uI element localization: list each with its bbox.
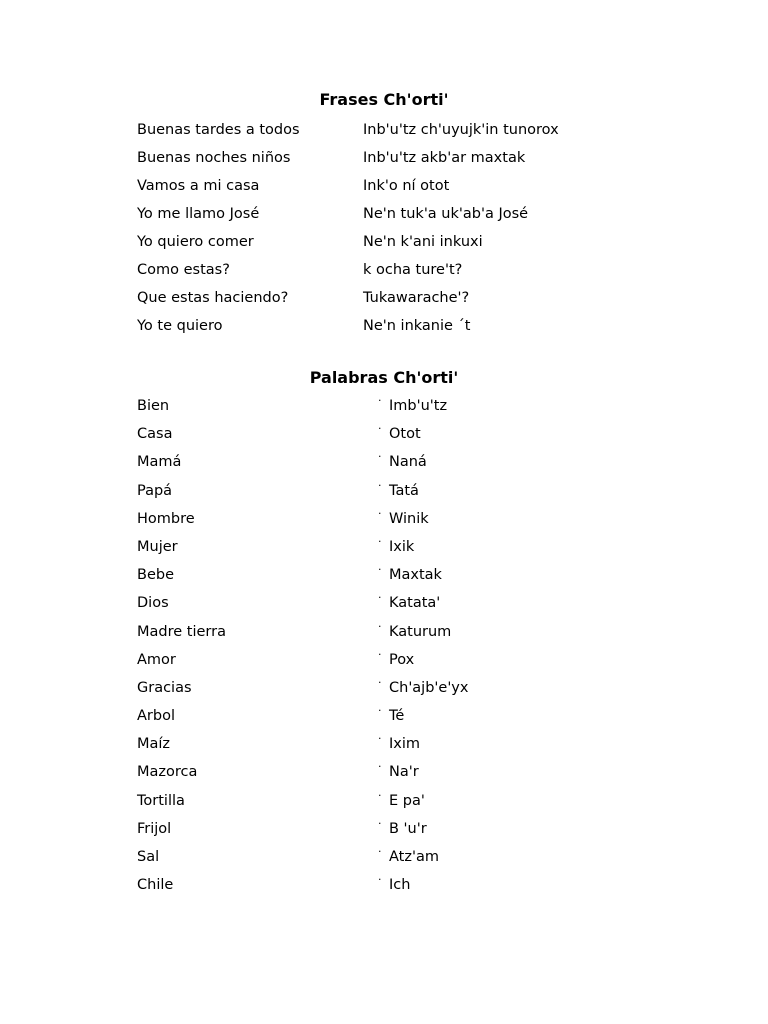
word-spanish: Gracias <box>137 679 192 696</box>
bullet-icon: · <box>378 816 382 830</box>
phrase-spanish: Buenas tardes a todos <box>137 122 300 138</box>
phrase-spanish: Yo me llamo José <box>137 206 260 222</box>
word-chorti: Otot <box>389 426 421 443</box>
word-row <box>137 395 637 423</box>
word-spanish: Dios <box>137 595 169 612</box>
word-chorti: E pa' <box>389 792 425 809</box>
phrase-spanish: Vamos a mi casa <box>137 178 260 194</box>
word-row <box>137 874 637 902</box>
bullet-icon: · <box>378 591 382 605</box>
phrase-chorti: Ne'n inkanie ´t <box>363 318 471 334</box>
word-row <box>137 733 637 761</box>
phrase-row <box>137 203 637 225</box>
phrase-chorti: Inb'u'tz akb'ar maxtak <box>363 150 526 166</box>
bullet-icon: · <box>378 845 382 858</box>
word-chorti: Maxtak <box>389 567 442 584</box>
word-row <box>137 790 637 818</box>
phrase-row <box>137 259 637 281</box>
word-spanish: Chile <box>137 877 174 894</box>
phrase-row <box>137 147 637 169</box>
word-spanish: Bebe <box>137 567 174 584</box>
word-row <box>137 818 637 846</box>
word-spanish: Frijol <box>137 820 172 837</box>
word-chorti: Katata' <box>389 595 441 612</box>
word-spanish: Tortilla <box>137 792 185 809</box>
words-table <box>137 395 637 902</box>
word-chorti: Naná <box>389 454 427 471</box>
word-row <box>137 508 637 536</box>
bullet-icon: · <box>378 732 382 746</box>
word-row <box>137 649 637 677</box>
phrases-title: Frases Ch'orti' <box>319 90 449 109</box>
word-row <box>137 761 637 789</box>
bullet-icon: · <box>378 422 382 436</box>
phrase-chorti: Ink'o ní otot <box>363 178 450 194</box>
word-row <box>137 677 637 705</box>
word-chorti: Imb'u'tz <box>389 398 448 414</box>
word-chorti: Tatá <box>389 482 419 499</box>
word-row <box>137 846 637 874</box>
word-row <box>137 536 637 564</box>
bullet-icon: · <box>378 478 382 492</box>
phrase-row <box>137 175 637 197</box>
bullet-icon: · <box>378 647 382 661</box>
word-chorti: Atz'am <box>389 849 439 865</box>
word-chorti: Ixim <box>389 736 421 753</box>
words-title: Palabras Ch'orti' <box>309 368 459 387</box>
bullet-icon: · <box>378 675 382 689</box>
bullet-icon: · <box>378 873 382 887</box>
word-spanish: Mujer <box>137 538 178 555</box>
bullet-icon: · <box>378 506 382 520</box>
word-spanish: Casa <box>137 426 173 443</box>
word-spanish: Mamá <box>137 454 182 471</box>
bullet-icon: · <box>378 619 382 633</box>
phrase-chorti: k ocha ture't? <box>363 262 463 278</box>
phrase-chorti: Tukawarache'? <box>363 290 470 306</box>
bullet-icon: · <box>378 450 382 464</box>
word-row <box>137 423 637 451</box>
phrase-spanish: Buenas noches niños <box>137 150 291 166</box>
word-spanish: Arbol <box>137 708 175 725</box>
phrase-row <box>137 119 637 141</box>
word-spanish: Sal <box>137 849 160 865</box>
phrases-table <box>137 119 637 343</box>
word-spanish: Maíz <box>137 736 171 753</box>
bullet-icon: · <box>378 704 382 718</box>
phrase-spanish: Yo quiero comer <box>137 234 254 250</box>
word-chorti: Té <box>389 708 405 725</box>
word-row <box>137 451 637 479</box>
word-spanish: Mazorca <box>137 764 198 781</box>
word-spanish: Bien <box>137 398 170 414</box>
phrase-spanish: Como estas? <box>137 262 230 278</box>
word-row <box>137 480 637 508</box>
phrase-spanish: Que estas haciendo? <box>137 290 289 306</box>
word-chorti: Ich <box>389 877 411 894</box>
phrase-spanish: Yo te quiero <box>137 318 223 334</box>
word-chorti: Winik <box>389 510 429 527</box>
word-row <box>137 621 637 649</box>
bullet-icon: · <box>378 563 382 577</box>
word-spanish: Hombre <box>137 510 195 527</box>
word-spanish: Madre tierra <box>137 623 226 640</box>
bullet-icon: · <box>378 534 382 548</box>
word-chorti: Ixik <box>389 538 415 555</box>
bullet-icon: · <box>378 394 382 407</box>
phrase-chorti: Ne'n tuk'a uk'ab'a José <box>363 206 529 222</box>
phrase-row <box>137 287 637 309</box>
phrase-chorti: Ne'n k'ani inkuxi <box>363 234 483 250</box>
word-row <box>137 564 637 592</box>
phrase-row <box>137 231 637 253</box>
word-spanish: Amor <box>137 651 176 668</box>
word-chorti: Na'r <box>389 764 419 781</box>
word-chorti: Ch'ajb'e'yx <box>389 679 469 696</box>
word-row <box>137 705 637 733</box>
phrase-row <box>137 315 637 337</box>
bullet-icon: · <box>378 760 382 774</box>
bullet-icon: · <box>378 788 382 802</box>
word-row <box>137 592 637 620</box>
word-chorti: Katurum <box>389 623 452 640</box>
word-spanish: Papá <box>137 482 173 499</box>
word-chorti: Pox <box>389 651 415 668</box>
phrase-chorti: Inb'u'tz ch'uyujk'in tunorox <box>363 122 559 138</box>
word-chorti: B 'u'r <box>389 820 427 837</box>
